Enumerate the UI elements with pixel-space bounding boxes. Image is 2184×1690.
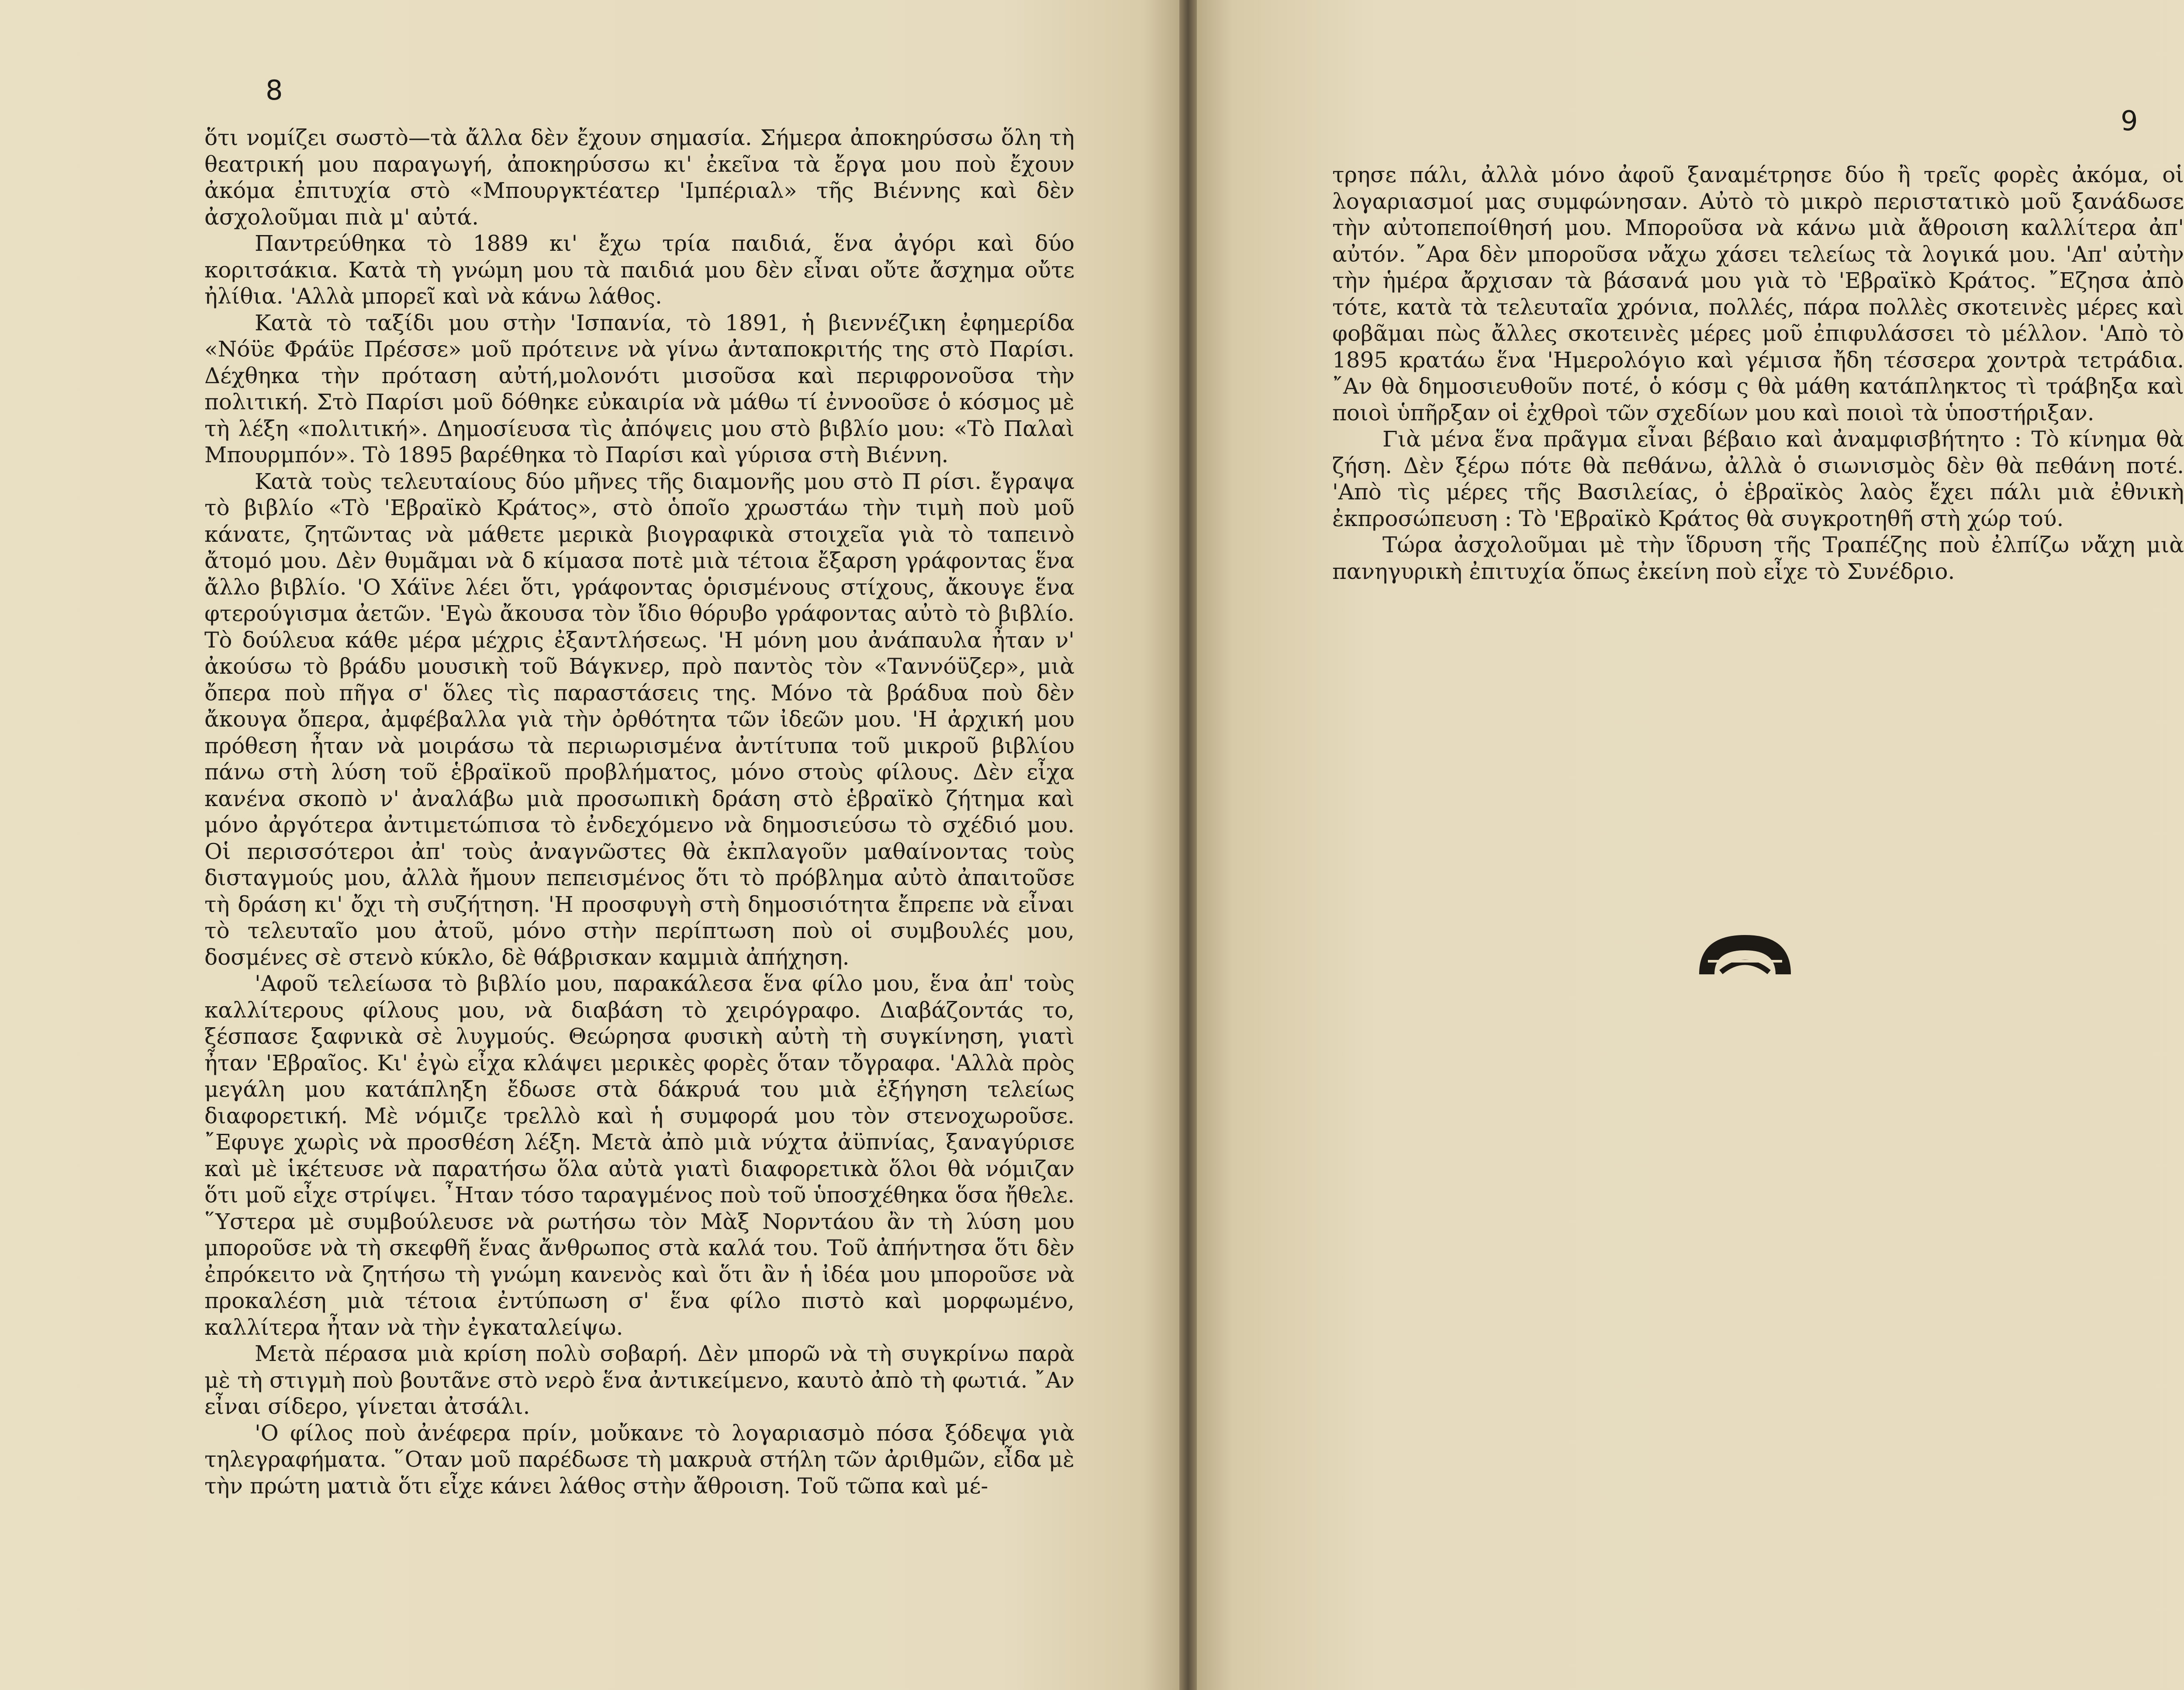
page-body bbox=[1332, 162, 2184, 585]
page-number: 9 bbox=[2121, 105, 2138, 137]
paragraph: Μετὰ πέρασα μιὰ κρίση πολὺ σοβαρή. Δὲν μπορῶ νὰ τὴ συγκρίνω παρὰ μὲ τὴ στιγμὴ ποὺ βουτᾶνε στὸ νερὸ ἕνα ἀντικείμενο, καυτὸ ἀπὸ τὴ φωτιά. ῎Αν εἶναι σίδερο, γίνεται ἀτσάλι. bbox=[204, 1341, 1075, 1419]
paragraph: Τώρα ἀσχολοῦμαι μὲ τὴν ἵδρυση τῆς Τραπέζης ποὺ ἐλπίζω νἄχη μιὰ πανηγυρικὴ ἐπιτυχία ὅπως ἐκείνη ποὺ εἶχε τὸ Συνέδριο. bbox=[1332, 532, 2184, 584]
paragraph: Παντρεύθηκα τὸ 1889 κι' ἔχω τρία παιδιά, ἕνα ἀγόρι καὶ δύο κοριτσάκια. Κατὰ τὴ γνώμη μου τὰ παιδιά μου δὲν εἶναι οὔτε ἄσχημα οὔτε ἠλίθια. 'Αλλὰ μπορεῖ καὶ νὰ κάνω λάθος. bbox=[204, 231, 1075, 309]
paragraph: 'Ο φίλος ποὺ ἀνέφερα πρίν, μοὔκανε τὸ λογαριασμὸ πόσα ξόδεψα γιὰ τηλεγραφήματα. ῞Οταν μοῦ παρέδωσε τὴ μακρυὰ στήλη τῶν ἀριθμῶν, εἶδα μὲ τὴν πρώτη ματιὰ ὅτι εἶχε κάνει λάθος στὴν ἄθροιση. Τοῦ τῶπα καὶ μέ- bbox=[204, 1420, 1075, 1499]
paragraph: 'Αφοῦ τελείωσα τὸ βιβλίο μου, παρακάλεσα ἕνα φίλο μου, ἕνα ἀπ' τοὺς καλλίτερους φίλους μου, νὰ διαβάση τὸ χειρόγραφο. Διαβάζοντάς το, ξέσπασε ξαφνικὰ σὲ λυγμούς. Θεώρησα φυσικὴ αὐτὴ τὴ συγκίνηση, γιατὶ ἦταν 'Εβραῖος. Κι' ἐγὼ εἶχα κλάψει μερικὲς φορὲς ὅταν τὄγραφα. 'Αλλὰ πρὸς μεγάλη μου κατάπληξη ἔδωσε στὰ δάκρυά του μιὰ ἐξήγηση τελείως διαφορετική. Μὲ νόμιζε τρελλὸ καὶ ἡ συμφορά μου τὸν στενοχωροῦσε. ῎Εφυγε χωρὶς νὰ προσθέση λέξη. Μετὰ ἀπὸ μιὰ νύχτα ἀϋπνίας, ξαναγύρισε καὶ μὲ ἱκέτευσε νὰ παρατήσω ὅλα αὐτὰ γιατὶ διαφορετικὰ ὅλοι θὰ νόμιζαν ὅτι μοῦ εἶχε στρίψει. ῏Ηταν τόσο ταραγμένος ποὺ τοῦ ὑποσχέθηκα ὅσα ἤθελε. ῞Υστερα μὲ συμβούλευσε νὰ ρωτήσω τὸν Μὰξ Νορντάου ἂν τὴ λύση μου μποροῦσε νὰ τὴ σκεφθῆ ἕνας ἄνθρωπος στὰ καλά του. Τοῦ ἀπήντησα ὅτι δὲν ἐπρόκειτο νὰ ζητήσω τὴ γνώμη κανενὸς καὶ ὅτι ἂν ἡ ἰδέα μου μποροῦσε νὰ προκαλέση μιὰ τέτοια ἐντύπωση σ' ἕνα φίλο πιστὸ καὶ μορφωμένο, καλλίτερα ἦταν νὰ τὴν ἐγκαταλείψω. bbox=[204, 971, 1075, 1340]
paragraph: ὅτι νομίζει σωστὸ—τὰ ἄλλα δὲν ἔχουν σημασία. Σήμερα ἀποκηρύσσω ὅλη τὴ θεατρική μου παραγωγή, ἀποκηρύσσω κι' ἐκεῖνα τὰ ἔργα μου ποὺ ἔχουν ἀκόμα ἐπιτυχία στὸ «Μπουργκτέατερ 'Ιμπέριαλ» τῆς Βιέννης καὶ δὲν ἀσχολοῦμαι πιὰ μ' αὐτά. bbox=[204, 125, 1075, 230]
paragraph: Γιὰ μένα ἕνα πρᾶγμα εἶναι βέβαιο καὶ ἀναμφισβήτητο : Τὸ κίνημα θὰ ζήση. Δὲν ξέρω πότε θὰ πεθάνω, ἀλλὰ ὁ σιωνισμὸς δὲν θὰ πεθάνη ποτέ. 'Απὸ τὶς μέρες τῆς Βασιλείας, ὁ ἑβραϊκὸς λαὸς ἔχει πάλι μιὰ ἐθνικὴ ἐκπροσώπευση : Τὸ 'Εβραϊκὸ Κράτος θὰ συγκροτηθῆ στὴ χώρ τού. bbox=[1332, 426, 2184, 531]
paragraph: τρησε πάλι, ἀλλὰ μόνο ἀφοῦ ξαναμέτρησε δύο ἢ τρεῖς φορὲς ἀκόμα, οἱ λογαριασμοί μας συμφώνησαν. Αὐτὸ τὸ μικρὸ περιστατικὸ μοῦ ξανάδωσε τὴν αὐτοπεποίθησή μου. Μποροῦσα νὰ κάνω μιὰ ἄθροιση καλλίτερα ἀπ' αὐτόν. ῎Αρα δὲν μποροῦσα νἄχω χάσει τελείως τὰ λογικά μου. 'Απ' αὐτὴν τὴν ἡμέρα ἄρχισαν τὰ βάσανά μου γιὰ τὸ 'Εβραϊκὸ Κράτος. ῎Εζησα ἀπὸ τότε, κατὰ τὰ τελευταῖα χρόνια, πολλές, πάρα πολλὲς σκοτεινὲς μέρες καὶ φοβᾶμαι πὼς ἄλλες σκοτεινὲς μέρες μοῦ ἐπιφυλάσσει τὸ μέλλον. 'Απὸ τὸ 1895 κρατάω ἕνα 'Ημερολόγιο καὶ γέμισα ἤδη τέσσερα χοντρὰ τετράδια. ῎Αν θὰ δημοσιευθοῦν ποτέ, ὁ κόσμ ς θὰ μάθη κατάπληκτος τὶ τράβηξα καὶ ποιοὶ ὑπῆρξαν οἱ ἐχθροὶ τῶν σχεδίων μου καὶ ποιοὶ τὰ ὑποστήριξαν. bbox=[1332, 162, 2184, 426]
book-gutter bbox=[1179, 0, 1197, 1690]
paragraph: Κατὰ τοὺς τελευταίους δύο μῆνες τῆς διαμονῆς μου στὸ Π ρίσι. ἔγραψα τὸ βιβλίο «Τὸ 'Εβραϊκὸ Κράτος», στὸ ὁποῖο χρωστάω τὴν τιμὴ ποὺ μοῦ κάνατε, ζητῶντας νὰ μάθετε μερικὰ βιογραφικὰ στοιχεῖα γιὰ τὸ ταπεινὸ ἄτομό μου. Δὲν θυμᾶμαι νὰ δ κίμασα ποτὲ μιὰ τέτοια ἔξαρση γράφοντας ἕνα ἄλλο βιβλίο. 'Ο Χάϊνε λέει ὅτι, γράφοντας ὁρισμένους στίχους, ἄκουγε ἕνα φτερούγισμα ἀετῶν. 'Εγὼ ἄκουσα τὸν ἴδιο θόρυβο γράφοντας αὐτὸ τὸ βιβλίο. Τὸ δούλευα κάθε μέρα μέχρις ἐξαντλήσεως. 'Η μόνη μου ἀνάπαυλα ἦταν ν' ἀκούσω τὸ βράδυ μουσικὴ τοῦ Βάγκνερ, πρὸ παντὸς τὸν «Ταννόϋζερ», μιὰ ὄπερα ποὺ πῆγα σ' ὅλες τὶς παραστάσεις της. Μόνο τὰ βράδυα ποὺ δὲν ἄκουγα ὄπερα, ἀμφέβαλλα γιὰ τὴν ὀρθότητα τῶν ἰδεῶν μου. 'Η ἀρχική μου πρόθεση ἦταν νὰ μοιράσω τὰ περιωρισμένα ἀντίτυπα τοῦ μικροῦ βιβλίου πάνω στὴ λύση τοῦ ἑβραϊκοῦ προβλήματος, μόνο στοὺς φίλους. Δὲν εἶχα κανένα σκοπὸ ν' ἀναλάβω μιὰ προσωπικὴ δράση στὸ ἑβραϊκὸ ζήτημα καὶ μόνο ἀργότερα ἀντιμετώπισα τὸ ἐνδεχόμενο νὰ δημοσιεύσω τὸ σχέδιό μου. Οἱ περισσότεροι ἀπ' τοὺς ἀναγνῶστες θὰ ἐκπλαγοῦν μαθαίνοντας τοὺς δισταγμούς μου, ἀλλὰ ἤμουν πεπεισμένος ὅτι τὸ πρόβλημα αὐτὸ ἀπαιτοῦσε τὴ δράση κι' ὄχι τὴ συζήτηση. 'Η προσφυγὴ στὴ δημοσιότητα ἔπρεπε νὰ εἶναι τὸ τελευταῖο μου ἀτοῦ, μόνο στὴν περίπτωση ποὺ οἱ συμβουλές μου, δοσμένες σὲ στενὸ κύκλο, δὲ θάβρισκαν καμμιὰ ἀπήχηση. bbox=[204, 468, 1075, 970]
right-page bbox=[1197, 0, 2184, 1690]
printer-ornament-icon bbox=[1695, 926, 1795, 979]
page-number: 8 bbox=[266, 74, 283, 106]
paragraph: Κατὰ τὸ ταξίδι μου στὴν 'Ισπανία, τὸ 1891, ἡ βιεννέζικη ἐφημερίδα «Νόϋε Φράϋε Πρέσσε» μοῦ πρότεινε νὰ γίνω ἀνταποκριτής της στὸ Παρίσι. Δέχθηκα τὴν πρόταση αὐτή,μολονότι μισοῦσα καὶ περιφρονοῦσα τὴν πολιτική. Στὸ Παρίσι μοῦ δόθηκε εὐκαιρία νὰ μάθω τί ἐννοοῦσε ὁ κόσμος μὲ τὴ λέξη «πολιτική». Δημοσίευσα τὶς ἀπόψεις μου στὸ βιβλίο μου: «Τὸ Παλαὶ Μπουρμπόν». Τὸ 1895 βαρέθηκα τὸ Παρίσι καὶ γύρισα στὴ Βιέννη. bbox=[204, 310, 1075, 468]
page-body bbox=[204, 125, 1075, 1499]
